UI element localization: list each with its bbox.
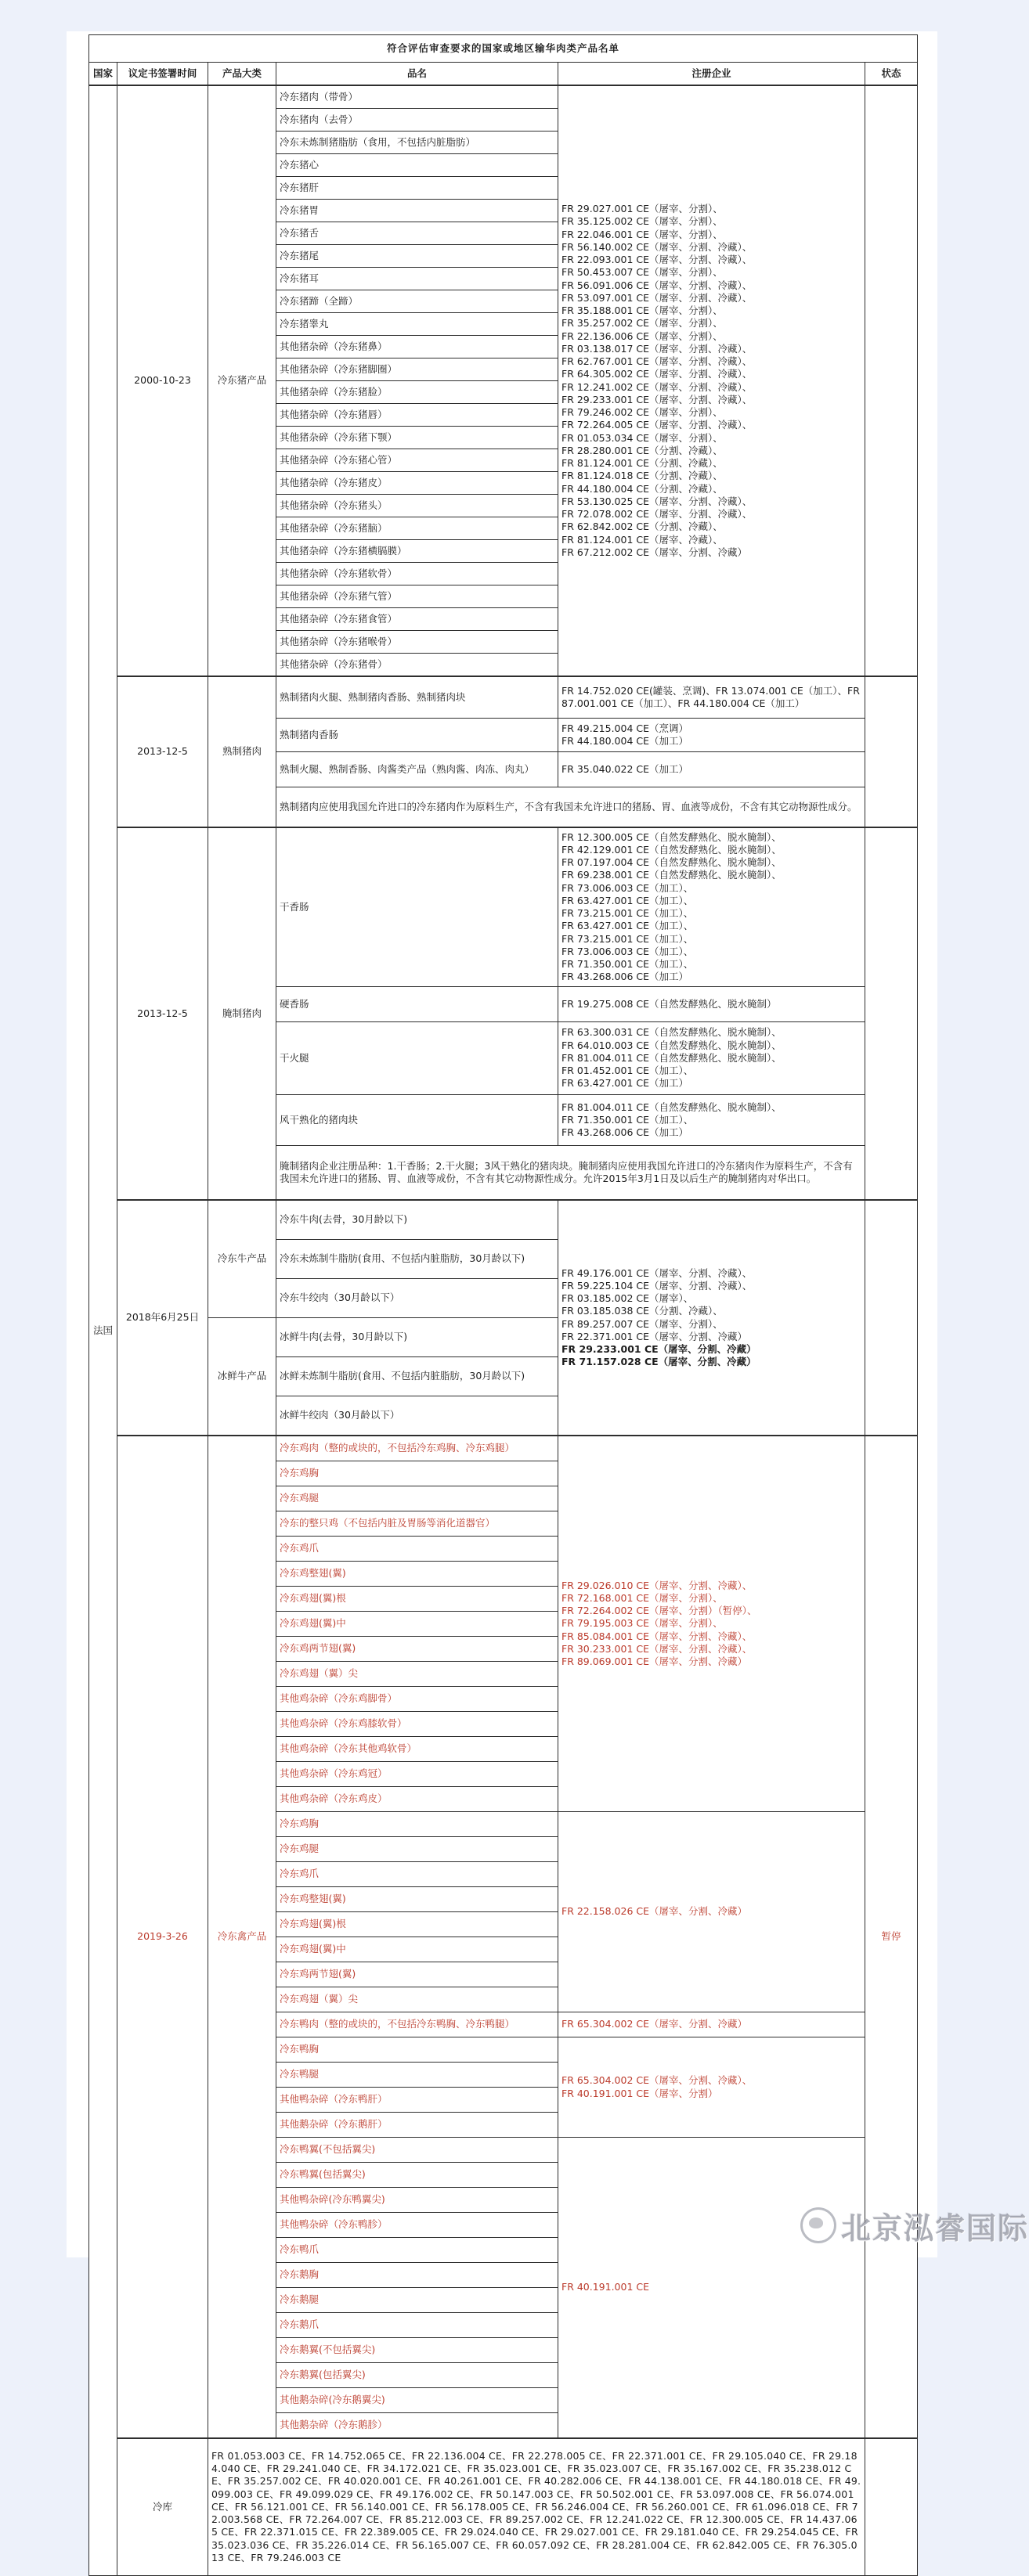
note-cell: 腌制猪肉企业注册品种：1.干香肠；2.干火腿；3风干熟化的猪肉块。腌制猪肉应使用我国允许进口的冷东猪肉作为原料生产，不含有我国未允许进口的猪肠、胃、血液等成份，不含有其它动物源性成分。允许2015年3月1日及以后生产的腌制猪肉对华出口。 [276,1146,865,1201]
product-cell: 冷东鸡腿 [276,1837,558,1862]
category-cell: 冷东猪产品 [208,85,276,676]
product-cell: 其他猪杂碎（冷东猪心管） [276,449,558,472]
product-cell: 冷东牛绞肉（30月龄以下） [276,1279,558,1318]
product-cell: 其他猪杂碎（冷东猪唇） [276,404,558,427]
enterprise-line: FR 81.004.011 CE（自然发酵熟化、脱水腌制）、 [561,1101,782,1113]
product-cell: 冷东鸡翅(翼)中 [276,1937,558,1962]
product-cell: 其他鸡杂碎（冷东鸡冠） [276,1762,558,1787]
enterprise-line: FR 43.268.006 CE（加工） [561,971,689,983]
enterprise-cell [558,987,865,1022]
product-cell: 其他猪杂碎（冷东猪头） [276,495,558,517]
enterprise-line: FR 67.212.002 CE（屠宰、分割、冷藏） [561,546,748,558]
date-cell: 2019-3-26 [117,1436,208,2438]
product-cell: 冷东鸡腿 [276,1486,558,1511]
status-cell [865,85,918,676]
enterprise-line: FR 73.006.003 CE（加工）、 [561,881,694,894]
product-cell: 冷东猪蹄（全蹄） [276,290,558,313]
product-cell: 冷东鸡爪 [276,1537,558,1562]
status-cell [865,2438,918,2576]
enterprise-line: FR 29.027.001 CE（屠宰、分割）、 [561,203,723,214]
product-cell: 其他猪杂碎（冷东猪脑） [276,517,558,540]
column-header-2: 产品大类 [208,63,276,86]
enterprise-cell [558,1436,865,1812]
enterprise-line: FR 71.350.001 CE（加工）、 [561,958,694,970]
enterprise-line: FR 65.304.002 CE（屠宰、分割、冷藏） [561,2018,748,2030]
enterprise-line: FR 03.138.017 CE（屠宰、分割、冷藏）、 [561,342,753,355]
document-title: 符合评估审查要求的国家或地区输华肉类产品名单 [89,35,918,63]
enterprise-line: FR 81.124.001 CE（分割、冷藏）、 [561,457,723,469]
product-cell: 其他鸡杂碎（冷东鸡脚骨） [276,1687,558,1712]
enterprise-line: FR 28.280.001 CE（分割、冷藏）、 [561,444,723,456]
product-cell: 冷东牛肉(去骨，30月龄以下) [276,1200,558,1240]
enterprise-line: FR 22.093.001 CE（屠宰、分割、冷藏）、 [561,254,753,265]
enterprise-line: FR 56.091.006 CE（屠宰、分割、冷藏）、 [561,279,753,291]
enterprise-cell [558,2037,865,2138]
enterprise-line: FR 85.084.001 CE（屠宰、分割、冷藏）、 [561,1630,753,1642]
enterprise-line: FR 72.264.002 CE（屠宰、分割）（暂停）、 [561,1605,757,1617]
enterprise-line: FR 01.452.001 CE（加工）、 [561,1065,694,1077]
table-row [89,827,918,987]
table-row [89,676,918,719]
product-cell: 冷东未炼制猪脂肪（食用，不包括内脏脂肪） [276,132,558,154]
product-cell: 冷东鸡翅(翼)中 [276,1612,558,1637]
enterprise-line: FR 71.350.001 CE（加工）、 [561,1113,694,1126]
enterprise-line: FR 63.427.001 CE（加工）、 [561,894,694,906]
product-cell: 其他猪杂碎（冷东猪软骨） [276,563,558,585]
enterprise-line: FR 12.241.002 CE（屠宰、分割、冷藏）、 [561,380,753,393]
enterprise-line: FR 63.300.031 CE（自然发酵熟化、脱水腌制）、 [561,1026,782,1039]
enterprise-line: FR 64.305.002 CE（屠宰、分割、冷藏）、 [561,368,753,380]
enterprise-line: FR 35.188.001 CE（屠宰、分割）、 [561,304,723,316]
table-row [89,2438,918,2576]
product-cell: 其他猪杂碎（冷东猪气管） [276,585,558,608]
product-list-table [88,34,918,2576]
enterprise-line: FR 14.752.020 CE(罐装、烹调)、FR 13.074.001 CE（加工）、FR 87.001.001 CE（加工）、FR 44.180.004 CE（加工） [561,684,860,709]
country-cell: 法国 [89,85,117,2576]
product-cell: 其他鸭杂碎（冷东鸭肝） [276,2088,558,2113]
product-cell: 熟制猪肉香肠 [276,719,558,752]
note-cell: 熟制猪肉应使用我国允许进口的冷东猪肉作为原料生产，不含有我国未允许进口的猪肠、胃、血液等成份，不含有其它动物源性成分。 [276,787,865,828]
enterprise-line: FR 40.191.001 CE（屠宰、分割） [561,2087,718,2099]
enterprise-line: FR 69.238.001 CE（自然发酵熟化、脱水腌制）、 [561,869,782,881]
column-header-0: 国家 [89,63,117,86]
enterprise-line: FR 29.233.001 CE（屠宰、分割、冷藏） [561,1343,756,1355]
enterprise-line: FR 89.069.001 CE（屠宰、分割、冷藏） [561,1655,748,1668]
enterprise-line: FR 81.004.011 CE（自然发酵熟化、脱水腌制）、 [561,1051,782,1064]
status-cell: 暂停 [865,1436,918,2438]
product-cell: 冷东鸡翅（翼）尖 [276,1662,558,1687]
enterprise-line: FR 89.257.007 CE（屠宰、分割）、 [561,1317,723,1330]
product-cell: 冷东猪肉（带骨） [276,85,558,109]
enterprise-cell [558,827,865,987]
enterprise-line: FR 29.026.010 CE（屠宰、分割、冷藏）、 [561,1579,753,1591]
product-cell: 冷东鸡翅（翼）尖 [276,1987,558,2012]
product-cell: 其他猪杂碎（冷东猪脚圈） [276,358,558,381]
product-cell: 其他鹅杂碎(冷东鹅翼尖) [276,2388,558,2413]
product-cell: 冷东鸭肉（整的或块的，不包括冷东鸭胸、冷东鸭腿） [276,2012,558,2037]
enterprise-line: FR 49.215.004 CE（烹调） [561,722,689,734]
product-cell: 冷东鹅腿 [276,2288,558,2313]
enterprise-line: FR 42.129.001 CE（自然发酵熟化、脱水腌制）、 [561,843,782,856]
enterprise-cell [558,1095,865,1146]
enterprise-line: FR 73.215.001 CE（加工）、 [561,932,694,945]
enterprise-line: FR 53.097.001 CE（屠宰、分割、冷藏）、 [561,291,753,304]
status-cell [865,676,918,827]
product-cell: 冰鲜牛绞肉（30月龄以下） [276,1396,558,1436]
table-row [89,85,918,109]
table-row [89,1436,918,1461]
enterprise-line: FR 72.264.005 CE（屠宰、分割、冷藏）、 [561,419,753,431]
status-cell [865,827,918,1200]
enterprise-line: FR 79.195.003 CE（屠宰、分割）、 [561,1617,723,1630]
header-row [89,63,918,86]
product-cell: 其他猪杂碎（冷东猪鼻） [276,336,558,358]
enterprise-cell [558,676,865,719]
enterprise-line: FR 49.176.001 CE（屠宰、分割、冷藏）、 [561,1266,753,1279]
product-cell: 其他猪杂碎（冷东猪食管） [276,608,558,631]
enterprise-line: FR 72.168.001 CE（屠宰、分割）、 [561,1591,723,1604]
enterprise-line: FR 71.157.028 CE（屠宰、分割、冷藏） [561,1356,756,1368]
product-cell: 冷东鸭翼(不包括翼尖) [276,2138,558,2163]
enterprise-line: FR 73.215.001 CE（加工）、 [561,907,694,919]
product-cell: 冷东猪尾 [276,245,558,268]
product-cell: 其他猪杂碎（冷东猪喉骨） [276,631,558,654]
column-header-3: 品名 [276,63,558,86]
table-row [89,1200,918,1240]
enterprise-line: FR 43.268.006 CE（加工） [561,1126,689,1139]
enterprise-line: FR 65.304.002 CE（屠宰、分割、冷藏）、 [561,2074,753,2087]
column-header-4: 注册企业 [558,63,865,86]
enterprise-line: FR 22.136.006 CE（屠宰、分割）、 [561,330,723,342]
date-cell: 2013-12-5 [117,827,208,1200]
enterprise-cell [558,752,865,787]
enterprise-line: FR 56.140.002 CE（屠宰、分割、冷藏）、 [561,240,753,253]
product-cell: 冷东猪胃 [276,200,558,222]
enterprise-cell [558,719,865,752]
product-cell: 其他猪杂碎（冷东猪骨） [276,654,558,677]
product-cell: 冷东鹅翼(不包括翼尖) [276,2338,558,2363]
product-cell: 冷东鸡整翅(翼) [276,1562,558,1587]
enterprise-line: FR 12.300.005 CE（自然发酵熟化、脱水腌制）、 [561,830,782,843]
enterprise-line: FR 62.767.001 CE（屠宰、分割、冷藏）、 [561,355,753,367]
column-header-5: 状态 [865,63,918,86]
product-cell: 冷东猪肉（去骨） [276,109,558,132]
product-cell: 冷东猪睾丸 [276,313,558,336]
enterprise-cell [558,1812,865,2012]
category-cell: 冰鲜牛产品 [208,1318,276,1436]
date-cell: 2000-10-23 [117,85,208,676]
product-cell: 熟制火腿、熟制香肠、肉酱类产品（熟肉酱、肉冻、肉丸） [276,752,558,787]
product-cell: 其他猪杂碎（冷东猪下颚） [276,427,558,449]
enterprise-cell [558,2138,865,2439]
product-cell: 干香肠 [276,827,558,987]
product-cell: 其他猪杂碎（冷东猪皮） [276,472,558,495]
enterprise-line: FR 03.185.038 CE（分割、冷藏）、 [561,1305,723,1317]
cold-storage-enterprises-cell: FR 01.053.003 CE、FR 14.752.065 CE、FR 22.136.004 CE、FR 22.278.005 CE、FR 22.371.001 CE、FR 29.105.040 CE、FR 29.184.040 CE、FR 29.241.040 CE、FR 34.172.021 CE、FR 35.023.001 CE、FR 35.023.007 CE、FR 35.167.002 CE、FR 35.238.012 CE、FR 35.257.002 CE、FR 40.020.001 CE、FR 40.261.001 CE、FR 40.282.006 CE、FR 44.138.001 CE、FR 44.180.018 CE、FR 49.099.003 CE、FR 49.099.029 CE、FR 49.176.002 CE、FR 50.147.003 CE、FR 50.502.001 CE、FR 53.097.008 CE、FR 56.074.001 CE、FR 56.121.001 CE、FR 56.140.001 CE、FR 56.178.005 CE、FR 56.246.004 CE、FR 56.260.001 CE、FR 61.096.018 CE、FR 72.003.568 CE、FR 72.264.007 CE、FR 85.212.003 CE、FR 89.257.002 CE、FR 12.241.022 CE、FR 12.300.005 CE、FR 14.437.065 CE、FR 22.371.015 CE、FR 22.389.005 CE、FR 29.024.040 CE、FR 29.027.001 CE、FR 29.181.040 CE、FR 29.254.045 CE、FR 35.023.036 CE、FR 35.226.014 CE、FR 56.165.007 CE、FR 60.057.092 CE、FR 28.281.004 CE、FR 62.842.005 CE、FR 76.305.013 CE、FR 79.246.003 CE [208,2438,865,2576]
enterprise-line: FR 22.158.026 CE（屠宰、分割、冷藏） [561,1905,748,1918]
enterprise-line: FR 81.124.018 CE（分割、冷藏）、 [561,470,723,482]
product-cell: 其他鸭杂碎(冷东鸭翼尖) [276,2188,558,2213]
enterprise-line: FR 22.371.001 CE（屠宰、分割、冷藏） [561,1330,748,1342]
cold-storage-label: 冷库 [117,2438,208,2576]
product-cell: 其他猪杂碎（冷东猪脸） [276,381,558,404]
enterprise-cell [558,1022,865,1095]
enterprise-line: FR 63.427.001 CE（加工） [561,1077,689,1090]
product-cell: 风干熟化的猪肉块 [276,1095,558,1146]
product-cell: 冷东猪心 [276,154,558,177]
product-cell: 冷东鸡肉（整的或块的，不包括冷东鸡胸、冷东鸡腿） [276,1436,558,1461]
enterprise-line: FR 59.225.104 CE（屠宰、分割、冷藏）、 [561,1279,753,1292]
enterprise-line: FR 30.233.001 CE（屠宰、分割、冷藏）、 [561,1642,753,1655]
date-cell: 2013-12-5 [117,676,208,827]
product-cell: 冰鲜未炼制牛脂肪(食用、不包括内脏脂肪，30月龄以下) [276,1357,558,1396]
enterprise-line: FR 63.427.001 CE（加工）、 [561,920,694,932]
product-cell: 冷东猪舌 [276,222,558,245]
enterprise-cell [558,1200,865,1436]
product-cell: 冷东的整只鸡（不包括内脏及胃肠等消化道器官） [276,1511,558,1537]
category-cell: 熟制猪肉 [208,676,276,827]
column-header-1: 议定书签署时间 [117,63,208,86]
category-cell: 冷东牛产品 [208,1200,276,1318]
enterprise-line: FR 40.191.001 CE [561,2281,650,2293]
product-cell: 干火腿 [276,1022,558,1095]
enterprise-line: FR 62.842.002 CE（分割、冷藏）、 [561,521,723,533]
product-cell: 熟制猪肉火腿、熟制猪肉香肠、熟制猪肉块 [276,676,558,719]
product-cell: 冷东鹅翼(包括翼尖) [276,2363,558,2388]
product-cell: 其他鸭杂碎（冷东鸭胗） [276,2213,558,2238]
product-cell: 冷东鸡翅(翼)根 [276,1912,558,1937]
product-cell: 冰鲜牛肉(去骨，30月龄以下) [276,1318,558,1357]
product-cell: 其他鹅杂碎（冷东鹅胗） [276,2413,558,2439]
product-cell: 冷东鸭爪 [276,2238,558,2263]
product-cell: 冷东鸡两节翅(翼) [276,1637,558,1662]
enterprise-cell [558,85,865,676]
enterprise-line: FR 50.453.007 CE（屠宰、分割）、 [561,266,723,279]
product-cell: 冷东鸡胸 [276,1812,558,1837]
product-cell: 冷东鹅胸 [276,2263,558,2288]
enterprise-line: FR 44.180.004 CE（分割、冷藏）、 [561,482,723,495]
enterprise-line: FR 29.233.001 CE（屠宰、分割、冷藏）、 [561,393,753,405]
enterprise-line: FR 19.275.008 CE（自然发酵熟化、脱水腌制） [561,997,777,1010]
product-cell: 冷东鸡爪 [276,1862,558,1887]
enterprise-line: FR 72.078.002 CE（屠宰、分割、冷藏）、 [561,508,753,520]
enterprise-cell [558,2012,865,2037]
enterprise-line: FR 07.197.004 CE（自然发酵熟化、脱水腌制）、 [561,856,782,868]
product-cell: 冷东鸭胸 [276,2037,558,2063]
product-cell: 硬香肠 [276,987,558,1022]
product-cell: 冷东猪肝 [276,177,558,200]
product-cell: 冷东未炼制牛脂肪(食用、不包括内脏脂肪，30月龄以下) [276,1240,558,1279]
product-cell: 其他鸡杂碎（冷东鸡膝软骨） [276,1712,558,1737]
enterprise-line: FR 35.125.002 CE（屠宰、分割）、 [561,215,723,228]
document-sheet [67,31,937,2563]
category-cell: 冷东禽产品 [208,1436,276,2438]
product-cell: 其他鸡杂碎（冷东其他鸡软骨） [276,1737,558,1762]
enterprise-line: FR 22.046.001 CE（屠宰、分割）、 [561,228,723,240]
enterprise-line: FR 81.124.001 CE（屠宰、冷藏）、 [561,533,723,546]
category-cell: 腌制猪肉 [208,827,276,1200]
product-cell: 冷东鸡整翅(翼) [276,1887,558,1912]
watermark-text: 北京泓睿国际 [841,2210,1029,2246]
product-cell: 其他鹅杂碎（冷东鹅肝） [276,2113,558,2138]
enterprise-line: FR 73.006.003 CE（加工）、 [561,945,694,957]
enterprise-line: FR 03.185.002 CE（屠宰）、 [561,1292,694,1304]
product-cell: 冷东鸡两节翅(翼) [276,1962,558,1987]
product-cell: 冷东鹅爪 [276,2313,558,2338]
product-cell: 冷东猪耳 [276,268,558,290]
enterprise-line: FR 79.246.002 CE（屠宰、分割）、 [561,406,723,418]
enterprise-line: FR 01.053.034 CE（屠宰、分割）、 [561,431,723,444]
product-cell: 其他鸡杂碎（冷东鸡皮） [276,1787,558,1812]
enterprise-line: FR 53.130.025 CE（屠宰、分割、冷藏）、 [561,495,753,507]
product-cell: 冷东鸡胸 [276,1461,558,1486]
date-cell: 2018年6月25日 [117,1200,208,1436]
enterprise-line: FR 44.180.004 CE（加工） [561,735,689,747]
enterprise-line: FR 64.010.003 CE（自然发酵熟化、脱水腌制）、 [561,1039,782,1051]
enterprise-line: FR 35.257.002 CE（屠宰、分割）、 [561,317,723,330]
enterprise-line: FR 35.040.022 CE（加工） [561,762,689,775]
product-cell: 冷东鸭腿 [276,2063,558,2088]
product-cell: 冷东鸭翼(包括翼尖) [276,2163,558,2188]
status-cell [865,1200,918,1436]
product-cell: 冷东鸡翅(翼)根 [276,1587,558,1612]
title-row [89,35,918,63]
product-cell: 其他猪杂碎（冷东猪横膈膜） [276,540,558,563]
